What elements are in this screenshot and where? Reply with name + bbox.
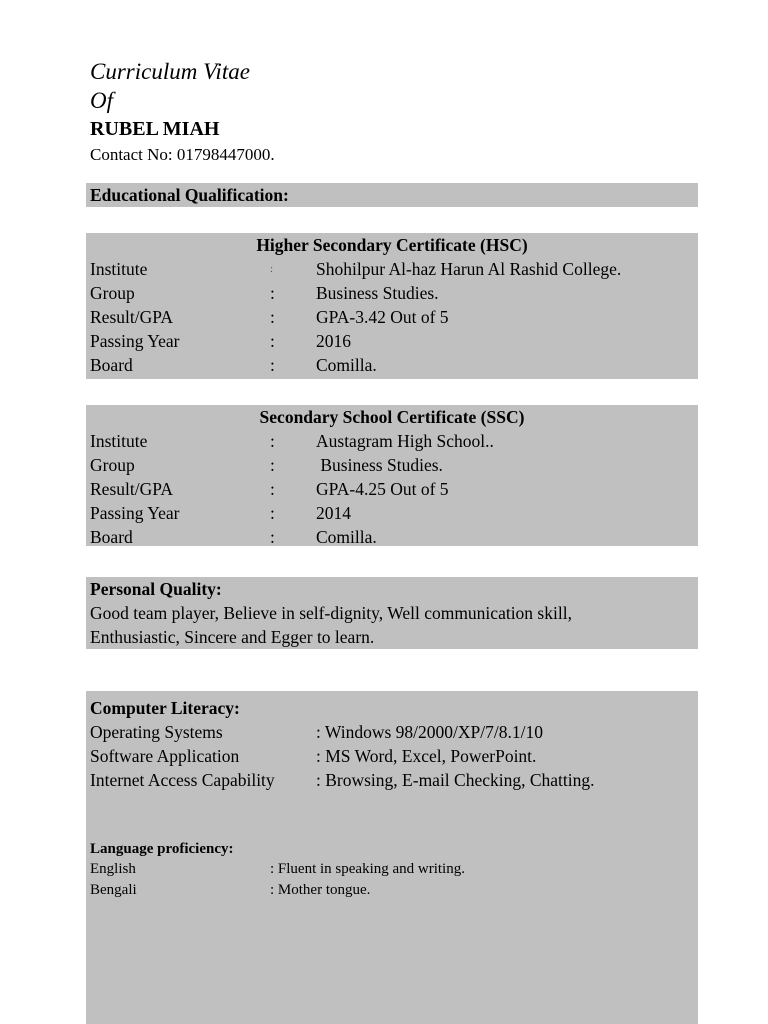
hsc-value: Comilla. [316, 355, 377, 375]
hsc-label: Result/GPA [90, 307, 173, 327]
ssc-row-group [86, 453, 698, 477]
language-row-bengali [86, 880, 698, 901]
hsc-separator: : [270, 331, 275, 351]
computer-literacy-row [86, 720, 698, 744]
language-heading: Language proficiency: [90, 841, 234, 857]
personal-quality-section [86, 577, 698, 649]
computer-literacy-value: : Windows 98/2000/XP/7/8.1/10 [316, 722, 543, 742]
computer-literacy-value: : MS Word, Excel, PowerPoint. [316, 746, 537, 766]
hsc-value: GPA-3.42 Out of 5 [316, 307, 449, 327]
hsc-row-board [86, 353, 698, 377]
ssc-row-institute [86, 429, 698, 453]
hsc-separator: : [270, 355, 275, 375]
hsc-row-institute [86, 257, 698, 281]
language-label: Bengali [90, 882, 137, 898]
ssc-value: 2014 [316, 503, 351, 523]
hsc-row-group [86, 281, 698, 305]
hsc-separator: : [270, 307, 275, 327]
computer-literacy-section [86, 691, 698, 1024]
ssc-label: Group [90, 455, 135, 475]
ssc-section [86, 405, 698, 546]
education-heading-bar [86, 183, 698, 207]
ssc-value: Comilla. [316, 527, 377, 547]
language-row-english [86, 859, 698, 880]
ssc-separator: : [270, 503, 275, 523]
language-label: English [90, 861, 136, 877]
hsc-value: 2016 [316, 331, 351, 351]
hsc-section [86, 233, 698, 379]
ssc-label: Institute [90, 431, 148, 451]
ssc-row-result [86, 477, 698, 501]
hsc-value: Business Studies. [316, 283, 439, 303]
hsc-label: Passing Year [90, 331, 180, 351]
ssc-label: Board [90, 527, 133, 547]
computer-literacy-value: : Browsing, E-mail Checking, Chatting. [316, 770, 595, 790]
computer-literacy-label: Software Application [90, 746, 240, 766]
computer-literacy-row [86, 768, 698, 792]
computer-literacy-heading: Computer Literacy: [90, 698, 240, 718]
computer-literacy-row [86, 744, 698, 768]
ssc-separator: : [270, 455, 275, 475]
hsc-label: Institute [90, 259, 148, 279]
ssc-separator: : [270, 527, 275, 547]
computer-literacy-label: Internet Access Capability [90, 770, 275, 790]
ssc-value: Austagram High School.. [316, 431, 494, 451]
ssc-value: GPA-4.25 Out of 5 [316, 479, 449, 499]
candidate-name: RUBEL MIAH [90, 118, 220, 140]
ssc-title: Secondary School Certificate (SSC) [259, 407, 525, 427]
personal-quality-line: Enthusiastic, Sincere and Egger to learn. [90, 627, 375, 647]
personal-quality-line: Good team player, Believe in self-dignity, Well communication skill, [90, 603, 572, 623]
hsc-label: Group [90, 283, 135, 303]
cv-title: Curriculum Vitae [90, 59, 250, 84]
language-heading-row [86, 839, 698, 860]
ssc-label: Passing Year [90, 503, 180, 523]
computer-literacy-label: Operating Systems [90, 722, 223, 742]
ssc-row-board [86, 525, 698, 549]
personal-quality-heading: Personal Quality: [90, 579, 222, 599]
contact-number: Contact No: 01798447000. [90, 145, 275, 164]
ssc-row-passing-year [86, 501, 698, 525]
ssc-separator: : [270, 431, 275, 451]
hsc-value: Shohilpur Al-haz Harun Al Rashid College. [316, 259, 622, 279]
hsc-label: Board [90, 355, 133, 375]
language-value: : Mother tongue. [270, 882, 371, 898]
hsc-title: Higher Secondary Certificate (HSC) [256, 235, 528, 255]
education-heading: Educational Qualification: [90, 185, 289, 205]
cv-title-of: Of [90, 88, 113, 113]
hsc-row-result [86, 305, 698, 329]
ssc-value: Business Studies. [316, 455, 443, 475]
hsc-row-passing-year [86, 329, 698, 353]
hsc-separator: : [270, 283, 275, 303]
language-value: : Fluent in speaking and writing. [270, 861, 465, 877]
hsc-separator: : [270, 263, 274, 275]
ssc-separator: : [270, 479, 275, 499]
ssc-label: Result/GPA [90, 479, 173, 499]
